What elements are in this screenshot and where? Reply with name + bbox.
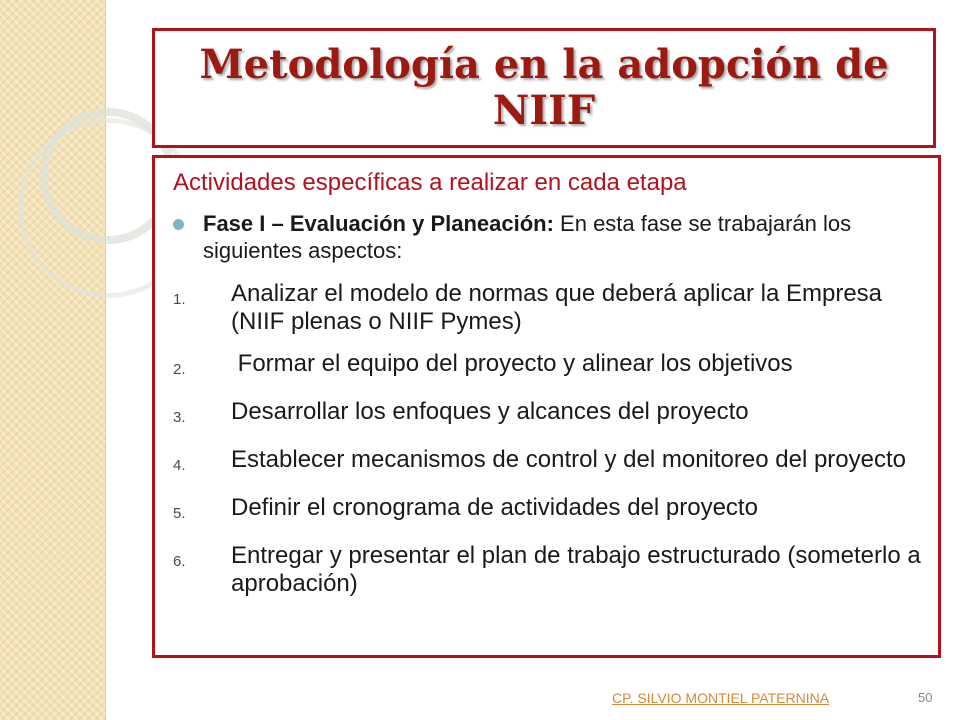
list-item-number: 5.	[173, 505, 186, 522]
list-item	[173, 494, 924, 528]
decorative-side-band	[0, 0, 106, 720]
list-item-number: 2.	[173, 361, 186, 378]
list-item-text: Analizar el modelo de normas que deberá aplicar la Empresa (NIIF plenas o NIIF Pymes)	[231, 280, 883, 335]
slide-page-number: 50	[918, 690, 933, 705]
content-box	[152, 155, 941, 658]
list-item	[173, 398, 924, 432]
list-item-text: Formar el equipo del proyecto y alinear los objetivos	[231, 350, 793, 377]
slide-title: Metodología en la adopción de NIIF	[199, 41, 889, 134]
list-item-text: Entregar y presentar el plan de trabajo estructurado (someterlo a aprobación)	[231, 542, 921, 597]
list-item-text: Establecer mecanismos de control y del monitoreo del proyecto	[231, 446, 906, 473]
list-item-number: 4.	[173, 457, 186, 474]
activity-list	[173, 280, 924, 598]
phase-label: Fase I – Evaluación y Planeación:	[203, 211, 554, 236]
list-item-number: 6.	[173, 553, 186, 570]
list-item-text: Definir el cronograma de actividades del proyecto	[231, 494, 758, 521]
list-item	[173, 446, 924, 480]
list-item	[173, 280, 924, 336]
phase-description: En esta fase se trabajarán los siguientes aspectos:	[203, 211, 852, 263]
list-item	[173, 350, 924, 384]
list-item-number: 3.	[173, 409, 186, 426]
list-item-text: Desarrollar los enfoques y alcances del proyecto	[231, 398, 749, 425]
phase-bullet	[173, 210, 924, 264]
list-item-number: 1.	[173, 291, 186, 308]
phase-bullet-text	[203, 210, 924, 264]
list-item	[173, 542, 924, 598]
footer-author-link[interactable]: CP. SILVIO MONTIEL PATERNINA	[612, 690, 830, 706]
slide-subtitle: Actividades específicas a realizar en cada etapa	[173, 169, 687, 196]
title-box	[152, 28, 936, 148]
bullet-dot-icon	[173, 219, 187, 264]
